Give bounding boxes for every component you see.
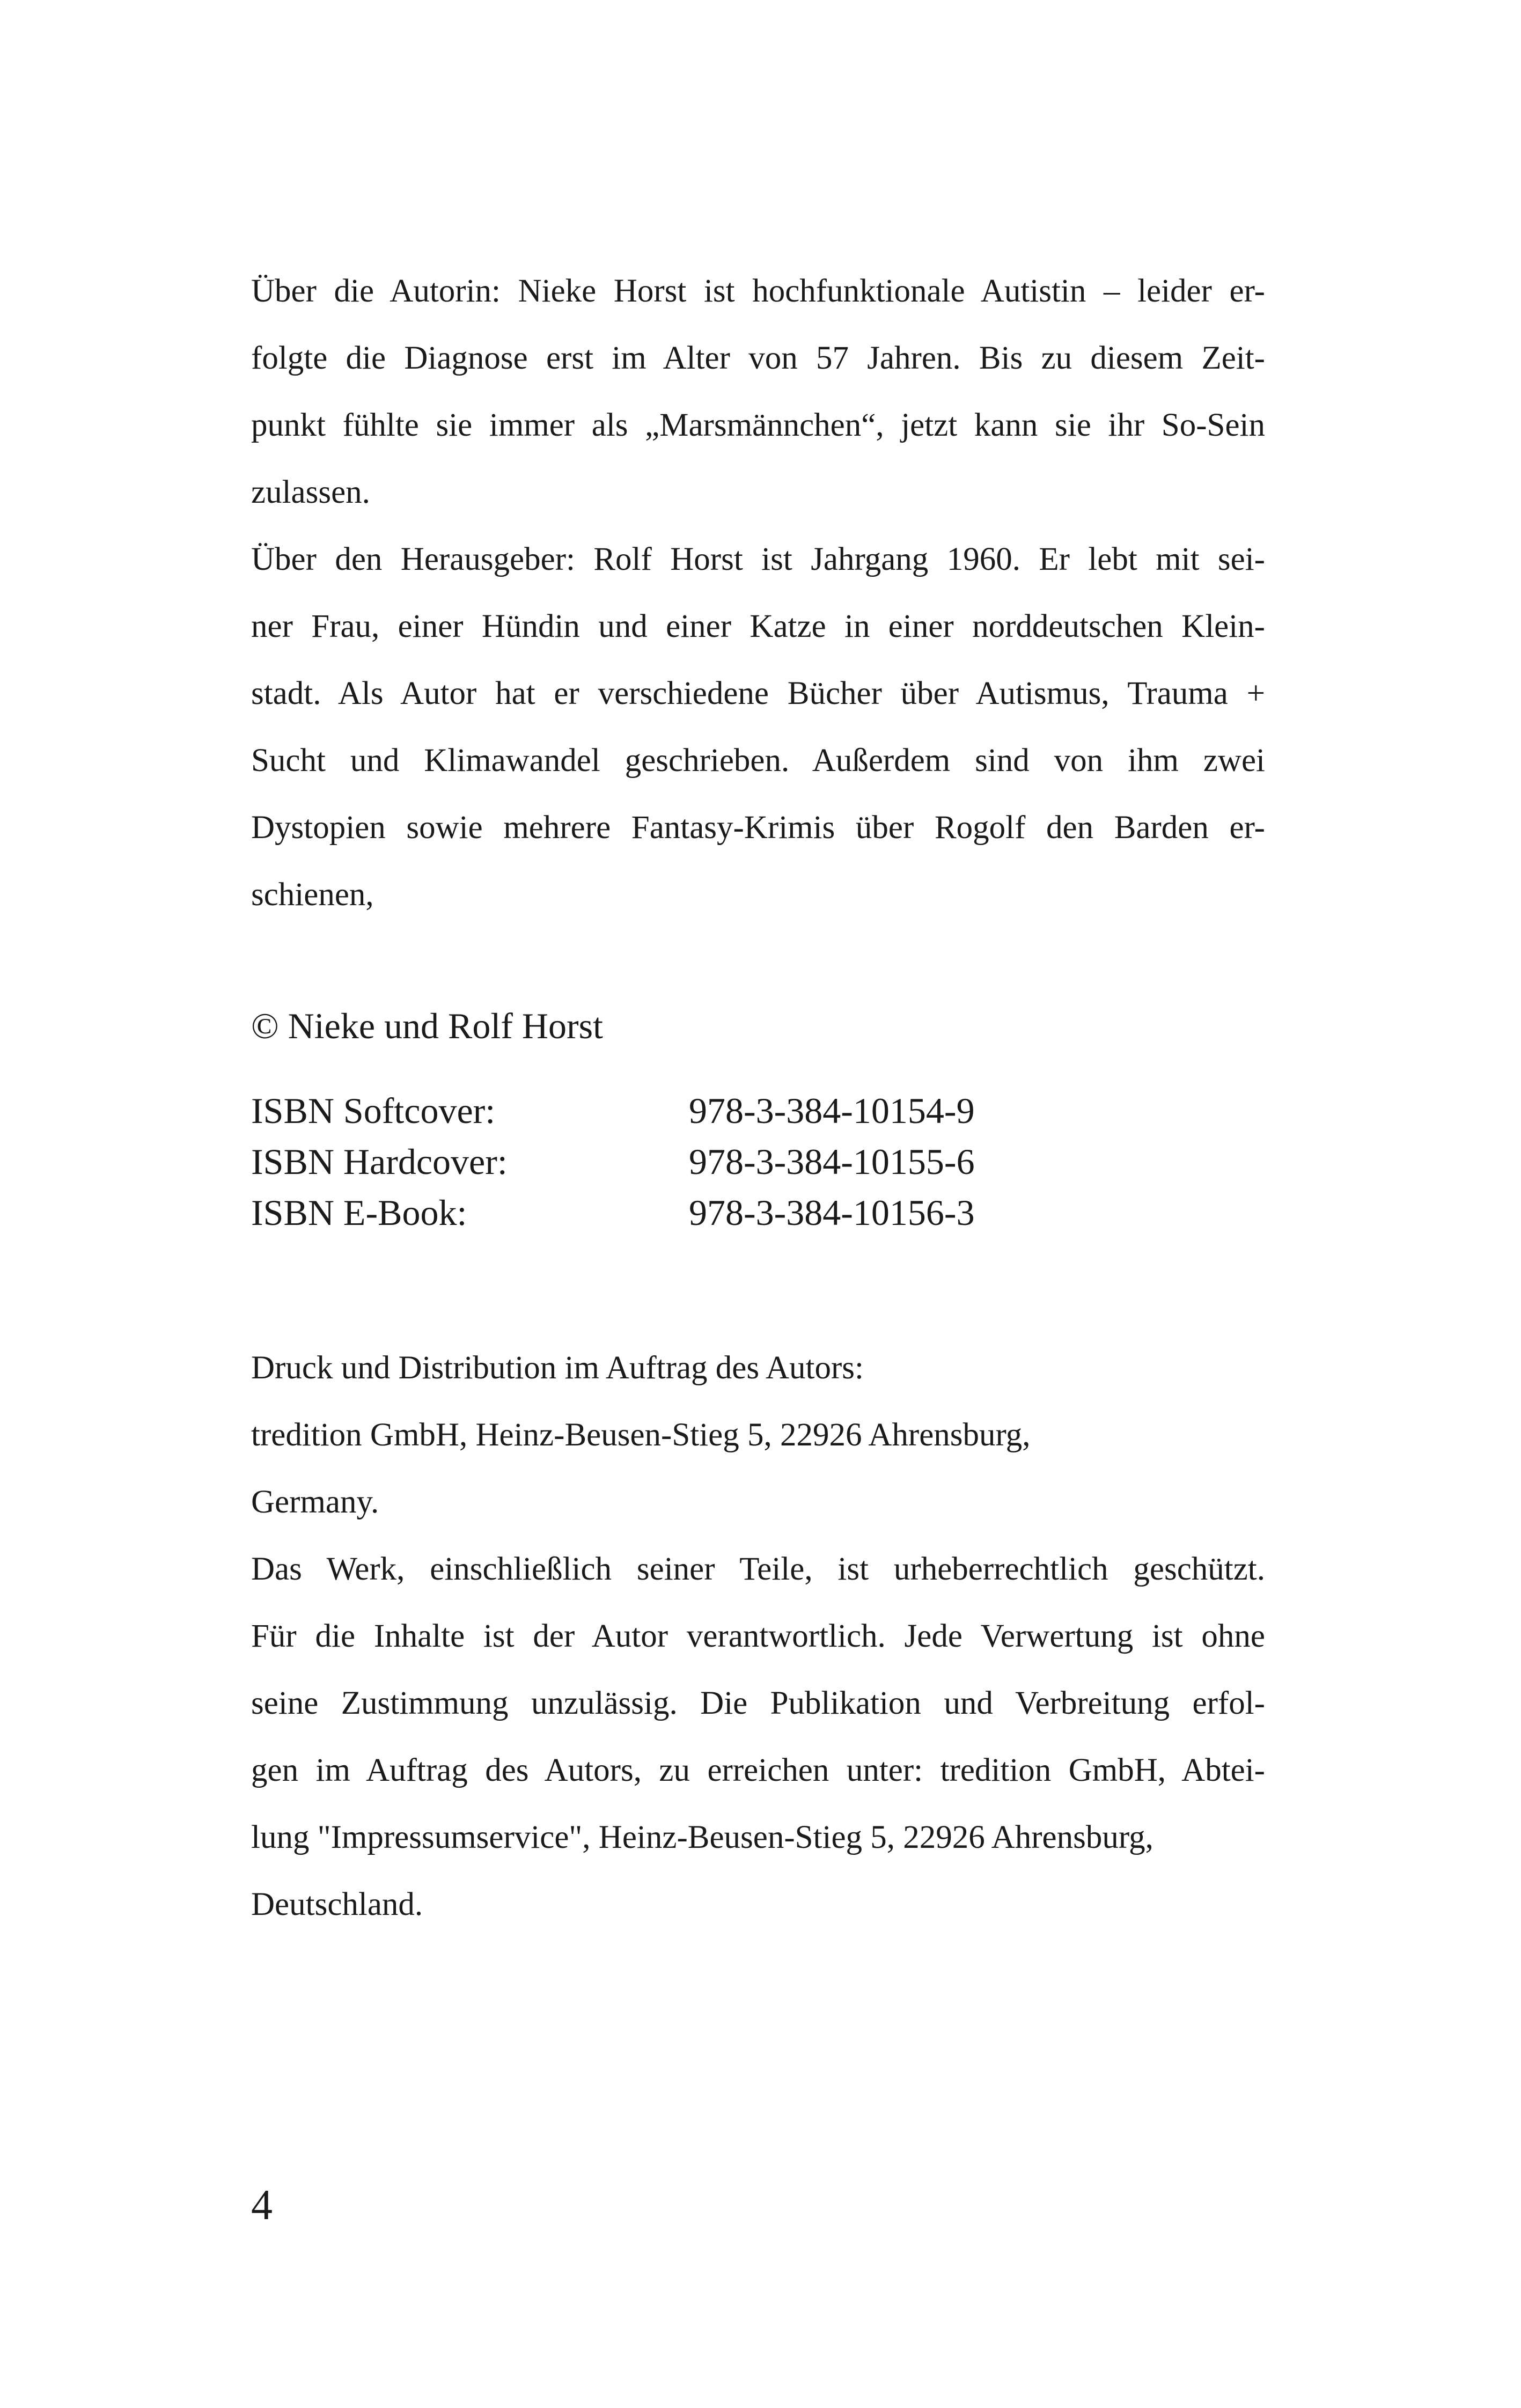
about-editor-line-3: stadt. Als Autor hat er verschiedene Bücher über Autismus, Trauma + (251, 676, 1265, 711)
about-editor-line-5: Dystopien sowie mehrere Fantasy-Krimis über Rogolf den Barden er- (251, 810, 1265, 846)
printing-line-3: Germany. (251, 1484, 379, 1520)
isbn-hardcover-value: 978-3-384-10155-6 (689, 1141, 975, 1182)
legal-line-2: Für die Inhalte ist der Autor verantwortlich. Jede Verwertung ist ohne (251, 1618, 1265, 1654)
legal-line-3: seine Zustimmung unzulässig. Die Publikation und Verbreitung erfol- (251, 1685, 1265, 1721)
isbn-softcover-value: 978-3-384-10154-9 (689, 1090, 975, 1131)
about-author-line-4: zulassen. (251, 474, 370, 510)
about-editor-line-1: Über den Herausgeber: Rolf Horst ist Jahrgang 1960. Er lebt mit sei- (251, 541, 1265, 577)
about-editor-line-6: schienen, (251, 877, 374, 913)
legal-line-5: lung "Impressumservice", Heinz-Beusen-Stieg 5, 22926 Ahrensburg, (251, 1819, 1153, 1855)
isbn-ebook-value: 978-3-384-10156-3 (689, 1192, 975, 1233)
printing-line-1: Druck und Distribution im Auftrag des Autors: (251, 1350, 864, 1386)
legal-line-4: gen im Auftrag des Autors, zu erreichen unter: tredition GmbH, Abtei- (251, 1752, 1265, 1788)
about-author-line-1: Über die Autorin: Nieke Horst ist hochfunktionale Autistin – leider er- (251, 273, 1265, 309)
copyright-notice: © Nieke und Rolf Horst (251, 1005, 604, 1046)
isbn-ebook-label: ISBN E-Book: (251, 1192, 467, 1233)
printing-line-2: tredition GmbH, Heinz-Beusen-Stieg 5, 22926 Ahrensburg, (251, 1417, 1031, 1453)
about-editor-line-4: Sucht und Klimawandel geschrieben. Außerdem sind von ihm zwei (251, 743, 1265, 779)
about-author-line-2: folgte die Diagnose erst im Alter von 57 Jahren. Bis zu diesem Zeit- (251, 340, 1265, 376)
isbn-softcover-label: ISBN Softcover: (251, 1090, 496, 1131)
about-editor-line-2: ner Frau, einer Hündin und einer Katze in einer norddeutschen Klein- (251, 608, 1265, 644)
legal-line-1: Das Werk, einschließlich seiner Teile, ist urheberrechtlich geschützt. (251, 1551, 1265, 1587)
page-number: 4 (251, 2182, 273, 2229)
isbn-hardcover-label: ISBN Hardcover: (251, 1141, 508, 1182)
about-author-line-3: punkt fühlte sie immer als „Marsmännchen“, jetzt kann sie ihr So-Sein (251, 407, 1265, 443)
legal-line-6: Deutschland. (251, 1886, 423, 1922)
